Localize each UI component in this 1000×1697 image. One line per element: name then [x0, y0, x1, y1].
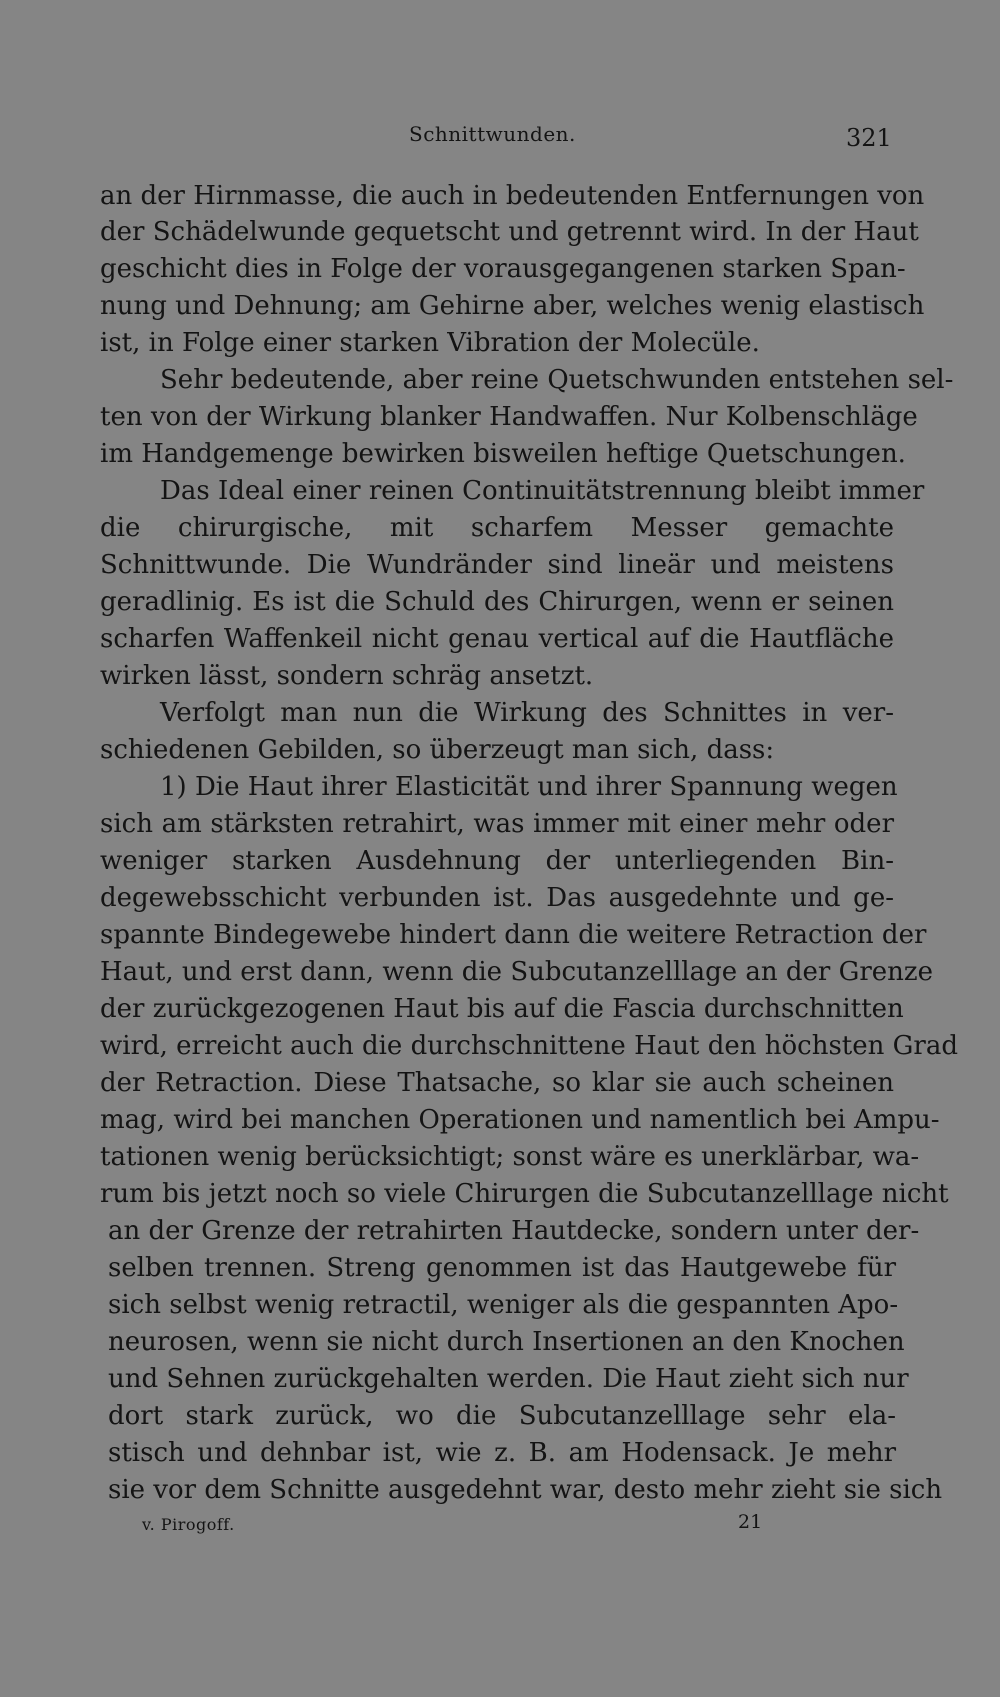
text-line: sich am stärksten retrahirt, was immer mit einer mehr oder: [100, 809, 894, 839]
text-line: mag, wird bei manchen Operationen und namentlich bei Ampu-: [100, 1105, 940, 1135]
text-line: ten von der Wirkung blanker Handwaffen. Nur Kolbenschläge: [100, 402, 918, 432]
running-head: Schnittwunden.: [409, 122, 576, 146]
text-line: spannte Bindegewebe hindert dann die weitere Retraction der: [100, 920, 927, 950]
text-line: scharfen Waffenkeil nicht genau vertical auf die Hautfläche: [100, 624, 894, 654]
text-line: und Sehnen zurückgehalten werden. Die Haut zieht sich nur: [108, 1364, 909, 1394]
text-line: wird, erreicht auch die durchschnittene Haut den höchsten Grad: [100, 1031, 958, 1061]
text-line: an der Grenze der retrahirten Hautdecke, sondern unter der-: [108, 1216, 920, 1246]
text-line: dort stark zurück, wo die Subcutanzelllage sehr ela-: [108, 1401, 896, 1431]
signature-mark: 21: [738, 1511, 763, 1533]
text-line: geschicht dies in Folge der vorausgegangenen starken Span-: [100, 254, 906, 284]
footer-author: v. Pirogoff.: [142, 1515, 235, 1534]
text-line: Sehr bedeutende, aber reine Quetschwunden entstehen sel-: [160, 365, 954, 395]
text-line: selben trennen. Streng genommen ist das Hautgewebe für: [108, 1253, 896, 1283]
text-line: Verfolgt man nun die Wirkung des Schnittes in ver-: [160, 698, 894, 728]
text-line: sie vor dem Schnitte ausgedehnt war, desto mehr zieht sie sich: [108, 1475, 943, 1505]
text-line: sich selbst wenig retractil, weniger als die gespannten Apo-: [108, 1290, 899, 1320]
text-line: tationen wenig berücksichtigt; sonst wäre es unerklärbar, wa-: [100, 1142, 920, 1172]
text-line: stisch und dehnbar ist, wie z. B. am Hodensack. Je mehr: [108, 1438, 896, 1468]
text-line: rum bis jetzt noch so viele Chirurgen die Subcutanzelllage nicht: [100, 1179, 949, 1209]
text-line: weniger starken Ausdehnung der unterliegenden Bin-: [100, 846, 894, 876]
text-line: der Retraction. Diese Thatsache, so klar sie auch scheinen: [100, 1068, 894, 1098]
text-line: Das Ideal einer reinen Continuitätstrennung bleibt immer: [160, 476, 925, 506]
page-number: 321: [846, 124, 892, 152]
text-line: Schnittwunde. Die Wundränder sind lineär und meistens: [100, 550, 894, 580]
text-line: an der Hirnmasse, die auch in bedeutenden Entfernungen von: [100, 181, 925, 211]
text-line: der Schädelwunde gequetscht und getrennt wird. In der Haut: [100, 217, 919, 247]
text-line: im Handgemenge bewirken bisweilen heftige Quetschungen.: [100, 439, 906, 469]
text-line: ist, in Folge einer starken Vibration der Molecüle.: [100, 328, 760, 358]
text-line: neurosen, wenn sie nicht durch Insertionen an den Knochen: [108, 1327, 905, 1357]
text-line: der zurückgezogenen Haut bis auf die Fascia durchschnitten: [100, 994, 904, 1024]
text-line: nung und Dehnung; am Gehirne aber, welches wenig elastisch: [100, 291, 925, 321]
text-line: geradlinig. Es ist die Schuld des Chirurgen, wenn er seinen: [100, 587, 894, 617]
text-line: die chirurgische, mit scharfem Messer gemachte: [100, 513, 894, 543]
text-line: schiedenen Gebilden, so überzeugt man sich, dass:: [100, 735, 775, 765]
text-line: Haut, und erst dann, wenn die Subcutanzelllage an der Grenze: [100, 957, 934, 987]
text-line: 1) Die Haut ihrer Elasticität und ihrer Spannung wegen: [160, 772, 898, 802]
text-line: degewebsschicht verbunden ist. Das ausgedehnte und ge-: [100, 883, 894, 913]
text-line: wirken lässt, sondern schräg ansetzt.: [100, 661, 594, 691]
